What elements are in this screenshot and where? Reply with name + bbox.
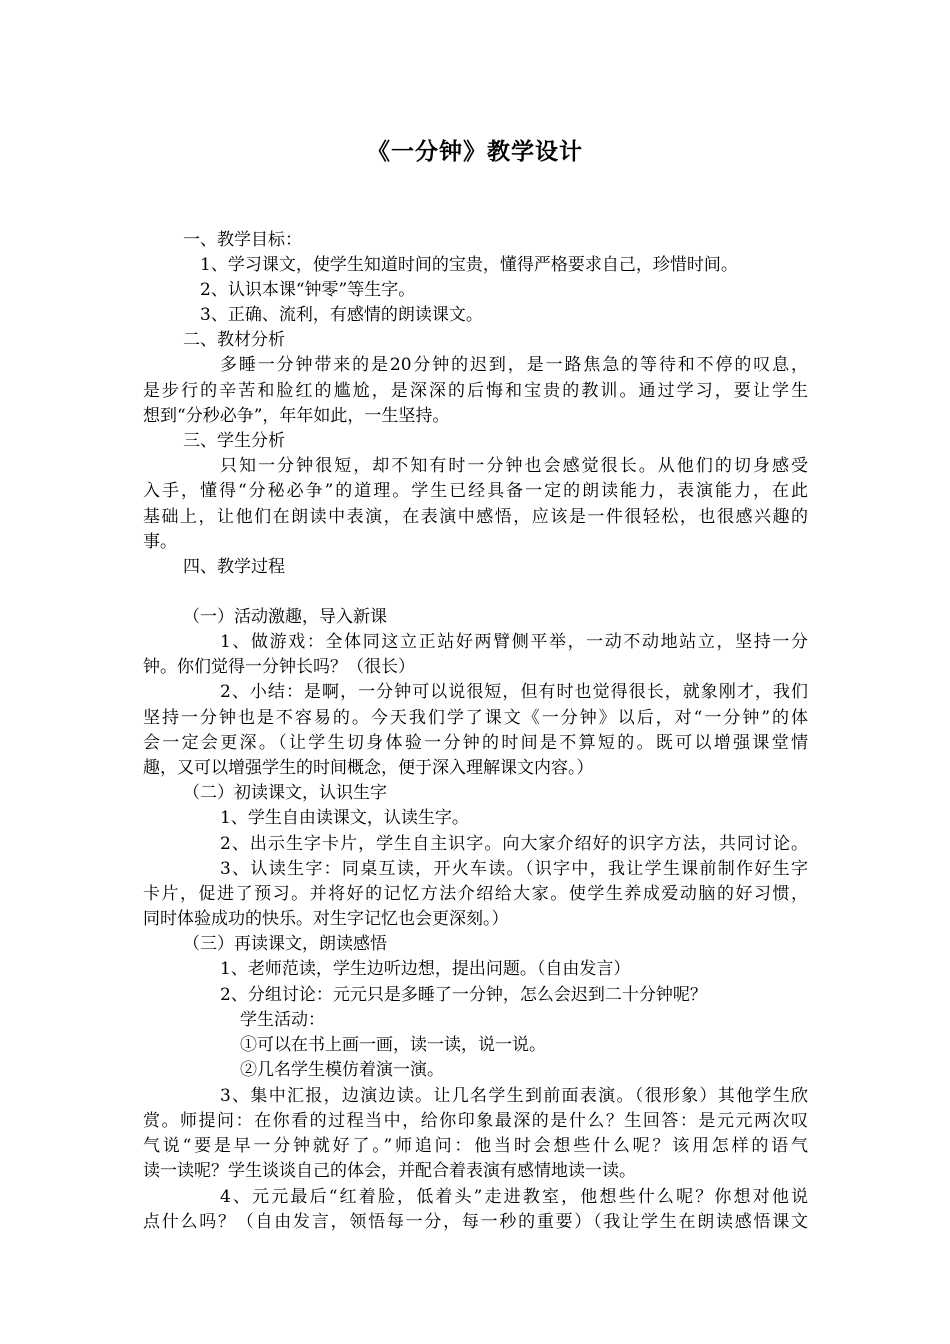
- subsection-heading: （三）再读课文，朗读感悟: [183, 934, 387, 954]
- paragraph-line: 1、老师范读，学生边听边想，提出问题。（自由发言）: [220, 959, 631, 979]
- section-heading-students: 三、学生分析: [183, 431, 285, 451]
- paragraph-line: 学生活动：: [240, 1010, 325, 1030]
- page-title: 《一分钟》教学设计: [367, 139, 583, 165]
- paragraph-line: 趣，又可以增强学生的时间概念，便于深入理解课文内容。）: [143, 758, 594, 778]
- paragraph-line: 同时体验成功的快乐。对生字记忆也会更深刻。）: [143, 909, 509, 929]
- paragraph-line: 只知一分钟很短，却不知有时一分钟也会感觉很长。从他们的切身感受: [220, 456, 808, 476]
- paragraph-line: 3、集中汇报，边演边读。让几名学生到前面表演。（很形象）其他学生欣: [220, 1086, 808, 1106]
- paragraph-line: 坚持一分钟也是不容易的。今天我们学了课文《一分钟》以后，对“一分钟”的体: [143, 708, 808, 728]
- paragraph-line: 基础上，让他们在朗读中表演，在表演中感悟，应该是一件很轻松，也很感兴趣的: [143, 507, 808, 527]
- section-heading-material: 二、教材分析: [183, 330, 285, 350]
- paragraph-line: 卡片，促进了预习。并将好的记忆方法介绍给大家。使学生养成爱动脑的好习惯，: [143, 884, 808, 904]
- paragraph-line: 是步行的辛苦和脸红的尴尬，是深深的后悔和宝贵的教训。通过学习，要让学生: [143, 381, 808, 401]
- paragraph-line: 多睡一分钟带来的是20分钟的迟到，是一路焦急的等待和不停的叹息，: [220, 355, 808, 375]
- paragraph-line: 2、小结：是啊，一分钟可以说很短，但有时也觉得很长，就象刚才，我们: [220, 682, 808, 702]
- paragraph-line: 入手，懂得“分秘必争”的道理。学生已经具备一定的朗读能力，表演能力，在此: [143, 481, 808, 501]
- paragraph-line: 1、做游戏：全体同这立正站好两臂侧平举，一动不动地站立，坚持一分: [220, 632, 808, 652]
- paragraph-line: 钟。你们觉得一分钟长吗？（很长）: [143, 657, 415, 677]
- section-heading-process: 四、教学过程: [183, 557, 285, 577]
- paragraph-line: 2、出示生字卡片，学生自主识字。向大家介绍好的识字方法，共同讨论。: [220, 834, 808, 854]
- paragraph-line: 会一定会更深。（让学生切身体验一分钟的时间是不算短的。既可以增强课堂情: [143, 733, 808, 753]
- paragraph-line: 点什么吗？（自由发言，领悟每一分，每一秒的重要）（我让学生在朗读感悟课文: [143, 1212, 808, 1232]
- paragraph-line: 3、认读生字：同桌互读，开火车读。（识字中，我让学生课前制作好生字: [220, 859, 808, 879]
- paragraph-line: 想到“分秒必争”，年年如此，一生坚持。: [143, 406, 450, 426]
- paragraph-line: 4、元元最后“红着脸，低着头”走进教室，他想些什么呢？你想对他说: [220, 1187, 808, 1207]
- list-item: ①可以在书上画一画，读一读，说一说。: [240, 1035, 546, 1055]
- subsection-heading: （二）初读课文，认识生字: [183, 783, 387, 803]
- paragraph-line: 读一读呢？学生谈谈自己的体会，并配合着表演有感情地读一读。: [143, 1161, 636, 1181]
- paragraph-line: 1、学生自由读课文，认读生字。: [220, 808, 469, 828]
- objective-item: 3、正确、流利，有感情的朗读课文。: [200, 305, 483, 325]
- list-item: ②几名学生模仿着演一演。: [240, 1060, 444, 1080]
- paragraph-line: 事。: [143, 532, 177, 552]
- objective-item: 1、学习课文，使学生知道时间的宝贵，懂得严格要求自己，珍惜时间。: [200, 255, 738, 275]
- section-heading-objectives: 一、教学目标：: [183, 230, 302, 250]
- paragraph-line: 2、分组讨论：元元只是多睡了一分钟，怎么会迟到二十分钟呢？: [220, 985, 707, 1005]
- subsection-heading: （一）活动激趣，导入新课: [183, 607, 387, 627]
- paragraph-line: 气说“要是早一分钟就好了。”师追问：他当时会想些什么呢？该用怎样的语气: [143, 1136, 808, 1156]
- paragraph-line: 赏。师提问：在你看的过程当中，给你印象最深的是什么？生回答：是元元两次叹: [143, 1111, 808, 1131]
- objective-item: 2、认识本课“钟零”等生字。: [200, 280, 416, 300]
